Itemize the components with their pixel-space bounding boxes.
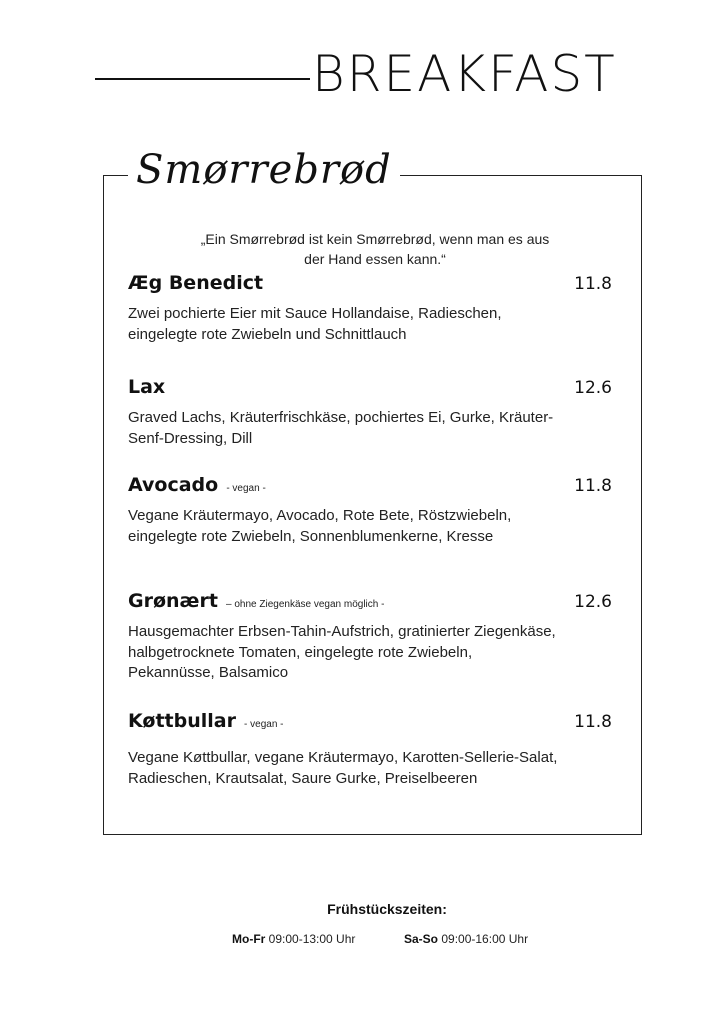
menu-item — [128, 590, 618, 684]
hours-weekday — [232, 932, 355, 946]
item-name: Grønært — [128, 590, 218, 612]
item-name: Æg Benedict — [128, 272, 264, 294]
item-name: Avocado — [128, 474, 219, 496]
item-description: Graved Lachs, Kräuterfrischkäse, pochiertes Ei, Gurke, Kräuter-Senf-Dressing, Dill — [128, 409, 554, 447]
menu-item — [128, 474, 618, 547]
hours-weekend — [404, 932, 528, 946]
section-title: Smørrebrød — [128, 150, 400, 190]
menu-item — [128, 710, 618, 789]
page-title: BREAKFAST — [312, 45, 617, 103]
item-price: 12.6 — [574, 378, 612, 398]
hours-weekday-time: 09:00-13:00 Uhr — [268, 932, 356, 946]
item-note: - vegan - — [226, 483, 266, 494]
hours-title: Frühstückszeiten: — [327, 901, 447, 917]
item-price: 11.8 — [574, 476, 612, 496]
item-name: Køttbullar — [128, 710, 236, 732]
header-rule — [95, 78, 310, 80]
item-note: – ohne Ziegenkäse vegan möglich - — [226, 599, 385, 610]
item-note: - vegan - — [244, 719, 284, 730]
hours-weekend-time: 09:00-16:00 Uhr — [441, 932, 529, 946]
item-price: 11.8 — [574, 712, 612, 732]
item-price: 12.6 — [574, 592, 612, 612]
item-description: Vegane Kräutermayo, Avocado, Rote Bete, Röstzwiebeln, eingelegte rote Zwiebeln, Sonnenblumenkerne, Kresse — [128, 507, 512, 545]
item-description: Vegane Køttbullar, vegane Kräutermayo, Karotten-Sellerie-Salat, Radieschen, Krautsalat, Saure Gurke, Preiselbeeren — [128, 749, 558, 787]
hours-weekend-label: Sa-So — [404, 932, 439, 946]
item-price: 11.8 — [574, 274, 612, 294]
menu-item — [128, 376, 618, 449]
item-description: Hausgemachter Erbsen-Tahin-Aufstrich, gratinierter Ziegenkäse, halbgetrocknete Tomaten, eingelegte rote Zwiebeln, Pekannüsse, Balsamico — [128, 623, 556, 681]
item-name: Lax — [128, 376, 166, 398]
hours-weekday-label: Mo-Fr — [232, 932, 266, 946]
item-description: Zwei pochierte Eier mit Sauce Hollandaise, Radieschen, eingelegte rote Zwiebeln und Schnittlauch — [128, 305, 502, 343]
section-quote: „Ein Smørrebrød ist kein Smørrebrød, wenn man es aus der Hand essen kann.“ — [200, 231, 550, 267]
menu-item — [128, 272, 618, 345]
